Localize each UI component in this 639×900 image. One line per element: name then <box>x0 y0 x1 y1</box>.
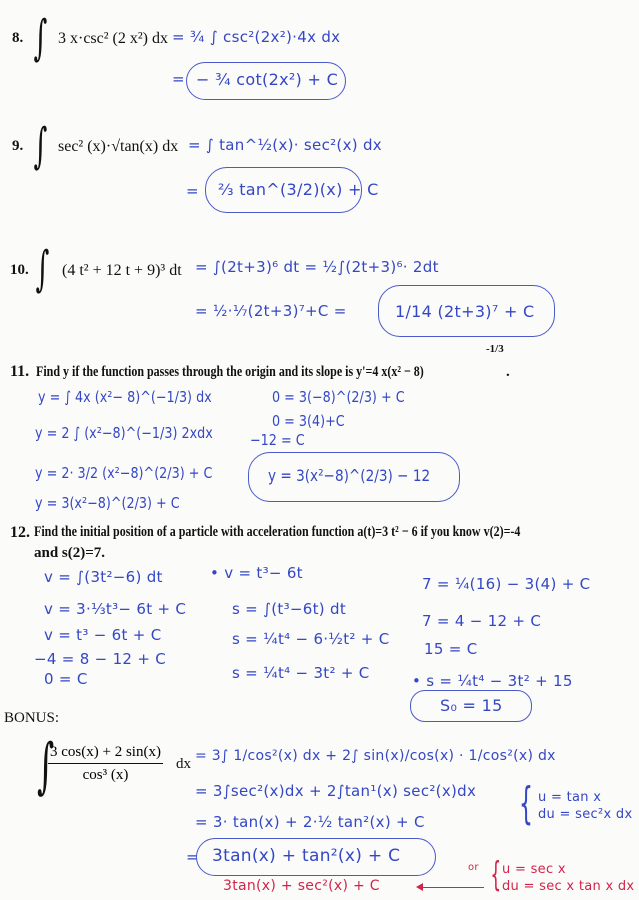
problem-11-question: Find y if the function passes through the origin and its slope is y'=4 x(x² − 8) <box>36 364 424 380</box>
integral-sign-icon: ∫ <box>33 10 48 66</box>
problem-12-col3-1: 7 = ¼(16) − 3(4) + C <box>422 575 591 593</box>
problem-11-work-right-1: 0 = 3(−8)^(2/3) + C <box>272 388 405 406</box>
integral-sign-icon: ∫ <box>33 118 48 174</box>
bonus-alt-sub-u: u = sec x <box>502 862 566 877</box>
problem-12-col1-4: −4 = 8 − 12 + C <box>34 650 167 668</box>
problem-11-work-right-2: 0 = 3(4)+C <box>272 412 345 430</box>
integral-sign-icon: ∫ <box>35 241 50 297</box>
problem-10-answer: 1/14 (2t+3)⁷ + C <box>395 302 535 321</box>
problem-11-work-left-1: y = ∫ 4x (x²− 8)^(−1/3) dx <box>38 388 212 406</box>
problem-9-number: 9. <box>12 138 24 154</box>
brace-icon: { <box>490 855 502 895</box>
problem-12-col1-1: v = ∫(3t²−6) dt <box>44 568 163 586</box>
bonus-work-2: = 3∫sec²(x)dx + 2∫tan¹(x) sec²(x)dx <box>195 782 477 800</box>
problem-10-work-1: = ∫(2t+3)⁶ dt = ½∫(2t+3)⁶· 2dt <box>195 258 439 276</box>
problem-12-answer: S₀ = 15 <box>440 696 503 715</box>
problem-9-answer-prefix: = <box>186 182 199 200</box>
brace-icon: { <box>519 778 533 829</box>
integral-sign-icon: ∫ <box>37 731 55 801</box>
problem-8-integrand: 3 x·csc² (2 x²) dx <box>58 30 169 47</box>
bonus-answer: 3tan(x) + tan²(x) + C <box>212 846 401 866</box>
bonus-alt-answer: 3tan(x) + sec²(x) + C <box>223 878 380 894</box>
problem-8-answer-prefix: = <box>172 70 185 88</box>
problem-9-integrand: sec² (x)·√tan(x) dx <box>58 138 179 155</box>
bonus-alt-sub-du: du = sec x tan x dx <box>502 879 635 894</box>
bonus-work-3: = 3· tan(x) + 2·½ tan²(x) + C <box>195 813 425 831</box>
problem-12-question-line-2: and s(2)=7. <box>34 545 106 561</box>
bonus-numerator: 3 cos(x) + 2 sin(x) <box>48 744 163 764</box>
bonus-dx: dx <box>176 756 191 772</box>
bonus-work-1: = 3∫ 1/cos²(x) dx + 2∫ sin(x)/cos(x) · 1/cos²(x) dx <box>195 748 556 764</box>
problem-12-col3-2: 7 = 4 − 12 + C <box>422 612 542 630</box>
bonus-alt-or: or <box>468 862 479 873</box>
problem-11-work-left-2: y = 2 ∫ (x²−8)^(−1/3) 2xdx <box>35 424 213 442</box>
problem-10-work-2: = ½·⅐(2t+3)⁷+C = <box>195 302 347 320</box>
bonus-answer-prefix: = <box>186 848 199 866</box>
problem-12-col2-3: s = ¼t⁴ − 6·½t² + C <box>232 630 390 648</box>
problem-12-col2-2: s = ∫(t³−6t) dt <box>232 600 346 618</box>
problem-12-col2-4: s = ¼t⁴ − 3t² + C <box>232 664 370 682</box>
problem-10-number: 10. <box>10 262 29 278</box>
bonus-label: BONUS: <box>4 710 60 726</box>
problem-11-work-right-3: −12 = C <box>250 431 305 449</box>
problem-12-col1-3: v = t³ − 6t + C <box>44 626 162 644</box>
problem-12-col1-5: 0 = C <box>44 670 88 688</box>
problem-9-answer: ⅔ tan^(3/2)(x) + C <box>218 180 379 199</box>
problem-12-question-line-1: Find the initial position of a particle with acceleration function a(t)=3 t² − 6 if you know v(2)=-4 <box>34 524 521 540</box>
problem-12-number: 12. <box>10 524 30 541</box>
problem-8-answer: − ¾ cot(2x²) + C <box>196 70 339 89</box>
bonus-sub-u: u = tan x <box>538 790 602 805</box>
problem-9-work: = ∫ tan^½(x)· sec²(x) dx <box>188 136 382 154</box>
problem-11-work-left-3: y = 2· 3/2 (x²−8)^(2/3) + C <box>35 464 213 482</box>
bonus-denominator: cos³ (x) <box>82 767 129 783</box>
problem-11-period: . <box>506 364 510 380</box>
problem-12-col2-1: • v = t³− 6t <box>210 564 303 582</box>
problem-8-work: = ¾ ∫ csc²(2x²)·4x dx <box>172 28 341 46</box>
problem-8-number: 8. <box>12 30 24 46</box>
bonus-integrand-fraction <box>48 744 163 784</box>
problem-12-col1-2: v = 3·⅓t³− 6t + C <box>44 600 187 618</box>
problem-10-integrand: (4 t² + 12 t + 9)³ dt <box>62 262 182 279</box>
problem-12-col3-3: 15 = C <box>424 640 478 658</box>
problem-11-number: 11. <box>10 363 30 380</box>
problem-11-answer: y = 3(x²−8)^(2/3) − 12 <box>268 466 431 485</box>
arrow-left-icon <box>418 887 484 888</box>
problem-11-work-left-4: y = 3(x²−8)^(2/3) + C <box>35 494 180 512</box>
problem-11-exponent: -1/3 <box>486 343 504 355</box>
problem-12-col3-4: • s = ¼t⁴ − 3t² + 15 <box>412 672 573 690</box>
bonus-sub-du: du = sec²x dx <box>538 807 633 822</box>
